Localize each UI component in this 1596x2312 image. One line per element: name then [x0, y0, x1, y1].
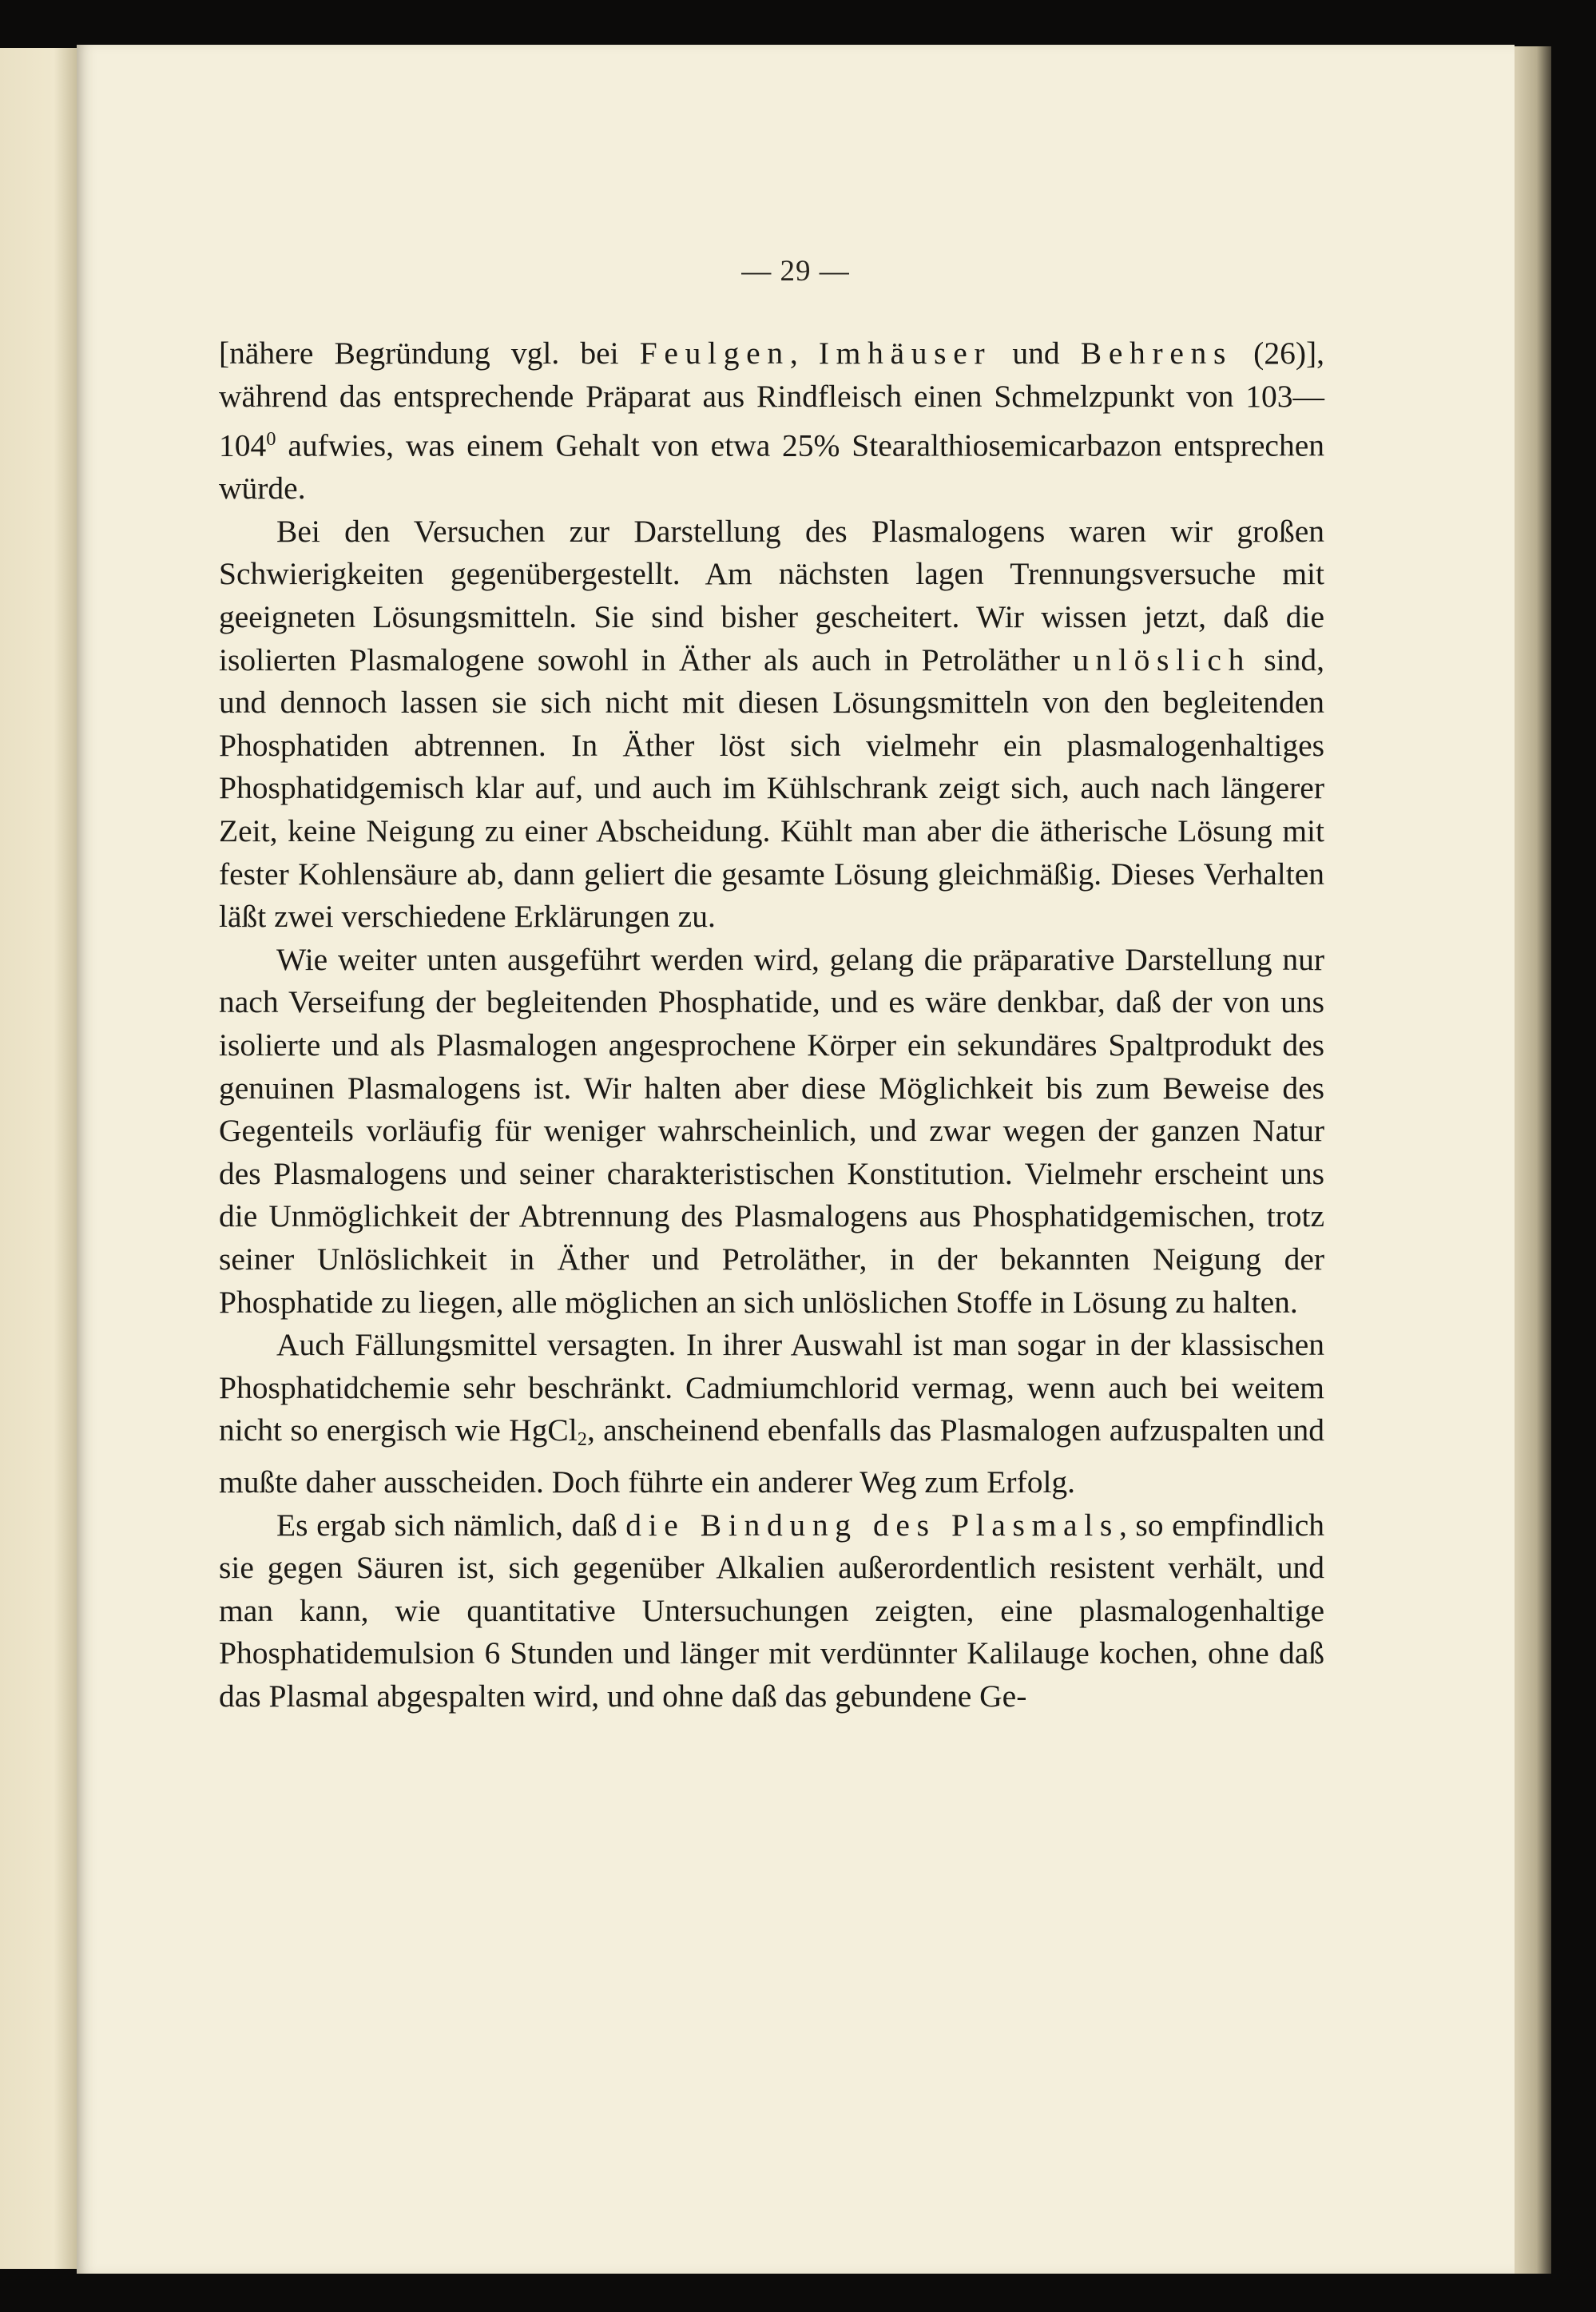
- book-page: [77, 45, 1515, 2274]
- author-name: Behrens: [1080, 336, 1233, 371]
- paragraph-2: Bei den Versuchen zur Darstellung des Plasmalogens waren wir großen Schwierigkeiten gegenübergestellt. Am nächsten lagen Trennungsversuche mit geeigneten Lösungsmitteln. Sie sind bisher gescheitert. Wir wissen jetzt, daß die isolierten Plasmalogene sowohl in Äther als auch in Petroläther unlöslich sind, und dennoch lassen sie sich nicht mit diesen Lösungsmitteln von den begleitenden Phosphatiden abtrennen. In Äther löst sich vielmehr ein plasmalogenhaltiges Phosphatidgemisch klar auf, und auch im Kühlschrank zeigt sich, auch nach längerer Zeit, keine Neigung zu einer Abscheidung. Kühlt man aber die ätherische Lösung mit fester Kohlensäure ab, dann geliert die gesamte Lösung gleichmäßig. Dieses Verhalten läßt zwei verschiedene Erklärungen zu.: [219, 513, 1324, 935]
- previous-page-edge: [0, 48, 78, 2269]
- paragraph-1: [nähere Begründung vgl. bei Feulgen, Imhäuser und Behrens (26)], während das entsprechende Präparat aus Rindfleisch einen Schmelzpunkt von $103—104^0$ aufwies, was einem Gehalt von etwa 25% Stearalthiosemicarbazon entsprechen würde.: [219, 336, 1325, 506]
- paragraph-5: Es ergab sich nämlich, daß die Bindung des Plasmals, so empfindlich sie gegen Säuren ist, sich gegenüber Alkalien außerordentlich resistent verhält, und man kann, wie quantitative Untersuchungen zeigten, eine plasmalogenhaltige Phosphatidemulsion 6 Stunden und länger mit verdünnter Kalilauge kochen, ohne daß das Plasmal abgespalten wird, und ohne daß das gebundene Ge-: [219, 1507, 1324, 1714]
- emphasis-unloeslich: unlöslich: [1073, 642, 1252, 677]
- paragraph-3: Wie weiter unten ausgeführt werden wird, gelang die präparative Darstellung nur nach Verseifung der begleitenden Phosphatide, und es wäre denkbar, daß der von uns isolierte und als Plasmalogen angesprochene Körper ein sekundäres Spaltprodukt des genuinen Plasmalogens ist. Wir halten aber diese Möglichkeit bis zum Beweise des Gegenteils vorläufig für weniger wahrscheinlich, und zwar wegen der ganzen Natur des Plasmalogens und seiner charakteristischen Konstitution. Vielmehr erscheint uns die Unmöglichkeit der Abtrennung des Plasmalogens aus Phosphatidgemischen, trotz seiner Unlöslichkeit in Äther und Petroläther, in der bekannten Neigung der Phosphatide zu liegen, alle möglichen an sich unlöslichen Stoffe in Lösung zu halten.: [219, 941, 1324, 1320]
- formula-subscript: 2: [577, 1428, 587, 1451]
- page-number: — 29 —: [741, 255, 850, 288]
- author-name: Imhäuser: [818, 336, 992, 371]
- degree-superscript: 0: [266, 428, 276, 451]
- emphasis-bindung: die Bindung des Plasmals: [625, 1507, 1119, 1543]
- body-text: [219, 332, 1324, 1718]
- author-name: Feulgen: [639, 336, 790, 371]
- right-page-edge: [1515, 46, 1551, 2274]
- paragraph-4: Auch Fällungsmittel versagten. In ihrer Auswahl ist man sogar in der klassischen Phosphatidchemie sehr beschränkt. Cadmiumchlorid vermag, wenn auch bei weitem nicht so energisch wie HgCl$_2$, anscheinend ebenfalls das Plasmalogen aufzuspalten und mußte daher ausscheiden. Doch führte ein anderer Weg zum Erfolg.: [219, 1327, 1324, 1500]
